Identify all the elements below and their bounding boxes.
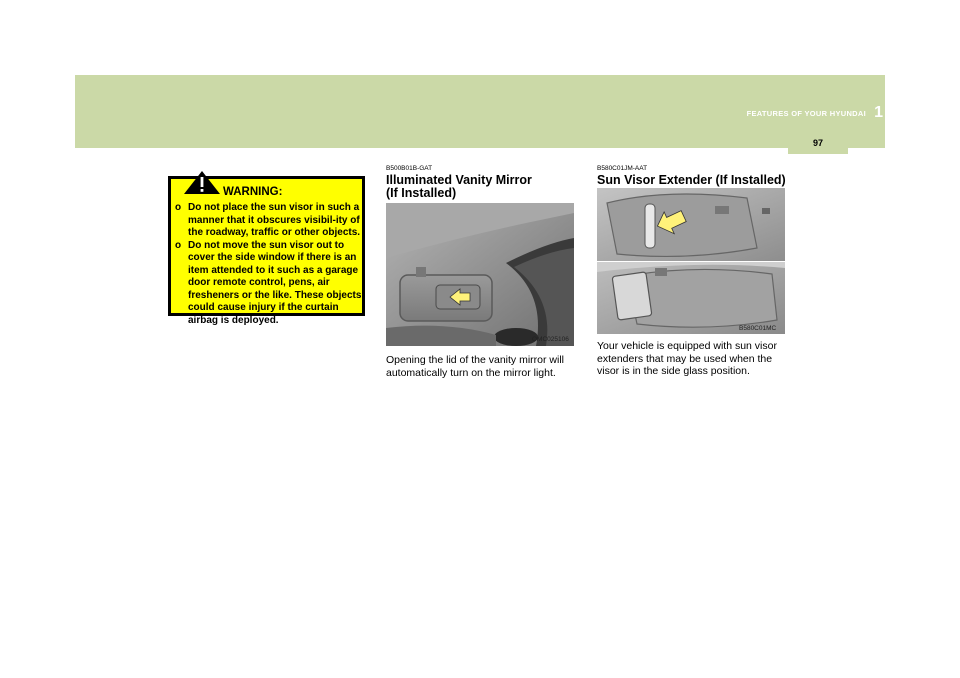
visor-extender-illustration-top [597, 188, 785, 261]
warning-list [174, 202, 363, 327]
vanity-mirror-body: Opening the lid of the vanity mirror will automatically turn on the mirror light. [386, 354, 564, 379]
vanity-mirror-heading [386, 174, 532, 200]
visor-extender-photo-top [597, 188, 785, 261]
warning-item-text: Do not move the sun visor out to cover the side window if there is an item attended to it such as a garage door remote control, pens, air fresheners or the like. These objects could cause injury if the curtain airbag is deployed. [188, 239, 362, 326]
visor-extender-body: Your vehicle is equipped with sun visor extenders that may be used when the visor is in the side glass position. [597, 340, 777, 377]
chapter-number: 1 [874, 104, 883, 121]
vanity-mirror-heading-line2: (If Installed) [386, 186, 457, 200]
visor-extender-illustration-bottom [597, 262, 785, 334]
vanity-mirror-photo [386, 203, 574, 346]
visor-extender-heading: Sun Visor Extender (If Installed) [597, 173, 786, 187]
vanity-mirror-heading-line1: Illuminated Vanity Mirror [386, 173, 532, 187]
visor-extender-photo-bottom [597, 262, 785, 334]
vanity-mirror-image-label: OMC025106 [532, 336, 569, 343]
warning-item [174, 240, 363, 328]
warning-title: WARNING: [223, 186, 283, 198]
warning-item [174, 202, 363, 240]
vanity-mirror-code: B500B01B-GAT [386, 165, 433, 172]
visor-extender-image-label: B580C01MC [739, 325, 777, 332]
warning-bullet: o [175, 239, 182, 251]
warning-triangle-icon [182, 170, 222, 195]
page-number: 97 [812, 138, 823, 148]
warning-bullet: o [175, 202, 182, 213]
warning-item-text: Do not place the sun visor in such a manner that it obscures visibil-ity of the roadway, traffic or other objects. [188, 202, 361, 238]
visor-extender-code: B580C01JM-AAT [597, 165, 648, 172]
chapter-title: FEATURES OF YOUR HYUNDAI [746, 109, 866, 118]
vanity-mirror-illustration [386, 203, 574, 346]
